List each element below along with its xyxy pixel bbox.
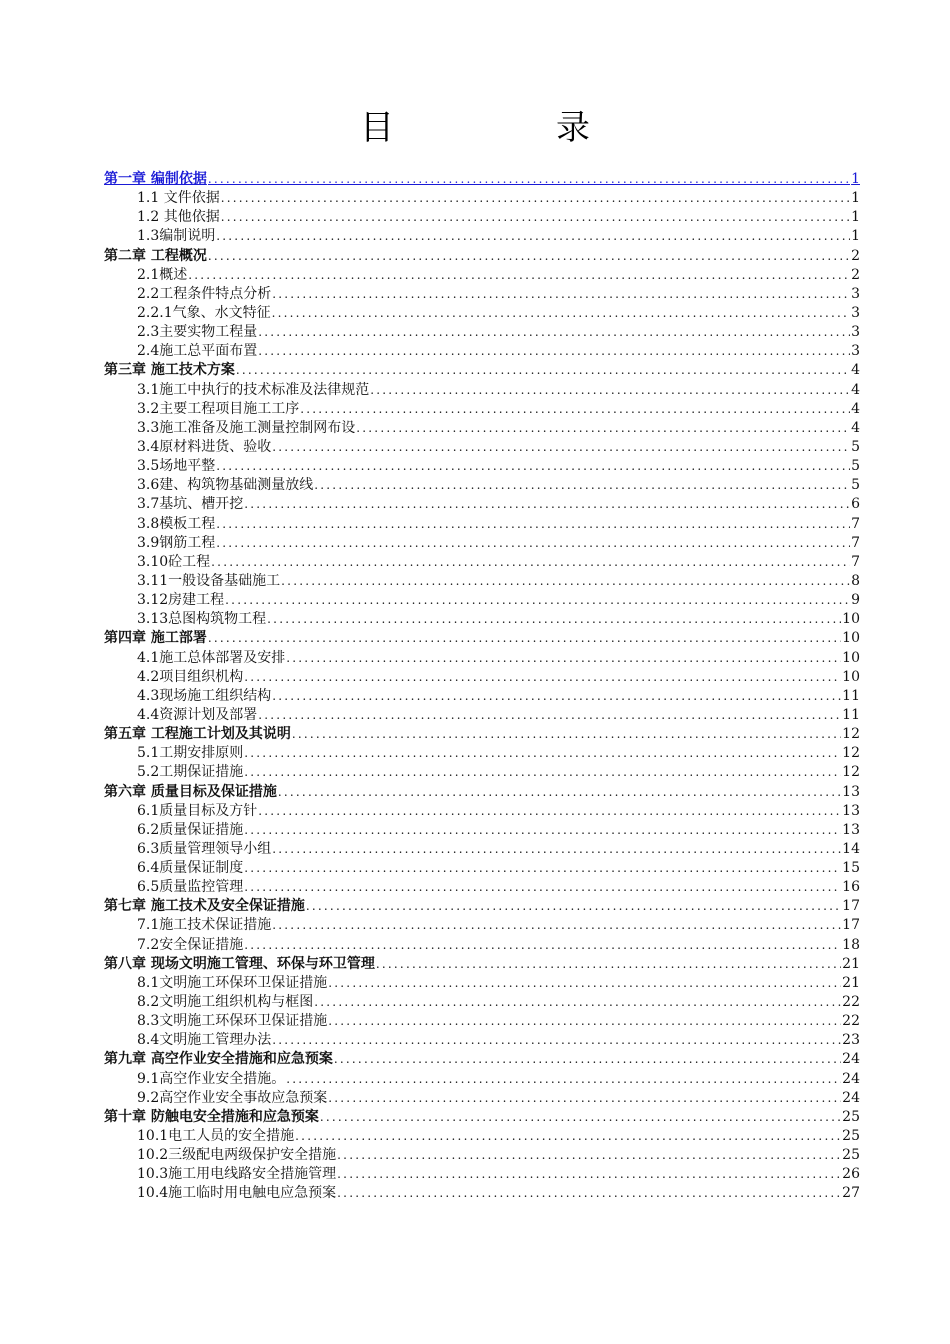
dot-leader — [337, 1184, 841, 1203]
dot-leader — [314, 993, 841, 1012]
toc-page-number: 10 — [842, 630, 860, 647]
toc-chapter-entry[interactable] — [104, 955, 860, 974]
toc-entry-title: 8.2文明施工组织机构与框图 — [137, 994, 314, 1011]
toc-section-entry[interactable] — [104, 744, 860, 763]
toc-entry-title: 4.2项目组织机构 — [137, 668, 244, 685]
toc-section-entry[interactable] — [104, 227, 860, 246]
toc-section-entry[interactable] — [104, 878, 860, 897]
toc-entry-title: 9.1高空作业安全措施。 — [137, 1070, 286, 1087]
dot-leader — [244, 668, 841, 687]
dot-leader — [216, 457, 850, 476]
dot-leader — [286, 1070, 841, 1089]
toc-section-entry[interactable] — [104, 687, 860, 706]
dot-leader — [216, 534, 850, 553]
dot-leader — [328, 1012, 841, 1031]
toc-page-number: 8 — [851, 572, 860, 589]
dot-leader — [272, 285, 850, 304]
dot-leader — [208, 247, 850, 266]
toc-section-entry[interactable] — [104, 553, 860, 572]
toc-chapter-entry[interactable] — [104, 897, 860, 916]
dot-leader — [300, 400, 850, 419]
toc-section-entry[interactable] — [104, 763, 860, 782]
dot-leader — [356, 419, 850, 438]
toc-entry-title: 4.4资源计划及部署 — [137, 706, 258, 723]
toc-section-entry[interactable] — [104, 1127, 860, 1146]
toc-page-number: 4 — [851, 419, 860, 436]
toc-page-number: 24 — [842, 1070, 860, 1087]
toc-section-entry[interactable] — [104, 208, 860, 227]
dot-leader — [272, 304, 850, 323]
table-of-contents — [104, 170, 860, 1204]
toc-page-number: 10 — [842, 668, 860, 685]
toc-entry-title: 5.1工期安排原则 — [137, 745, 244, 762]
toc-page-number: 21 — [842, 955, 860, 972]
toc-section-entry[interactable] — [104, 495, 860, 514]
page-title: 目 录 — [360, 108, 654, 148]
toc-section-entry[interactable] — [104, 974, 860, 993]
dot-leader — [272, 916, 841, 935]
toc-section-entry[interactable] — [104, 802, 860, 821]
toc-entry-title: 第四章 施工部署 — [104, 630, 207, 647]
toc-page-number: 5 — [851, 438, 860, 455]
toc-chapter-entry[interactable] — [104, 361, 860, 380]
toc-page-number: 24 — [842, 1051, 860, 1068]
dot-leader — [258, 706, 841, 725]
dot-leader — [328, 974, 841, 993]
toc-entry-title: 7.1施工技术保证措施 — [137, 917, 272, 934]
toc-entry-title: 第六章 质量目标及保证措施 — [104, 783, 277, 800]
toc-page-number: 2 — [851, 266, 860, 283]
dot-leader — [236, 361, 850, 380]
toc-page-number: 22 — [842, 1013, 860, 1030]
dot-leader — [320, 1108, 841, 1127]
toc-section-entry[interactable] — [104, 821, 860, 840]
toc-section-entry[interactable] — [104, 936, 860, 955]
toc-entry-title: 1.1 文件依据 — [137, 190, 220, 207]
toc-entry-title: 6.5质量监控管理 — [137, 879, 244, 896]
toc-page-number: 13 — [842, 783, 860, 800]
toc-entry-title: 3.12房建工程 — [137, 592, 225, 609]
toc-section-entry[interactable] — [104, 189, 860, 208]
toc-entry-title: 3.13总图构筑物工程 — [137, 611, 267, 628]
dot-leader — [258, 802, 841, 821]
toc-entry-title: 6.4质量保证制度 — [137, 860, 244, 877]
dot-leader — [244, 821, 841, 840]
dot-leader — [211, 553, 850, 572]
toc-page-number: 5 — [851, 458, 860, 475]
toc-page-number: 17 — [842, 917, 860, 934]
toc-page-number: 14 — [842, 840, 860, 857]
toc-page-number: 25 — [842, 1147, 860, 1164]
toc-chapter-entry[interactable] — [104, 725, 860, 744]
toc-section-entry[interactable] — [104, 591, 860, 610]
toc-entry-title: 3.3施工准备及施工测量控制网布设 — [137, 419, 356, 436]
toc-page-number: 4 — [851, 362, 860, 379]
toc-entry-title: 4.3现场施工组织结构 — [137, 687, 272, 704]
toc-section-entry[interactable] — [104, 534, 860, 553]
toc-entry-title: 2.1概述 — [137, 266, 188, 283]
toc-page-number: 1 — [851, 209, 860, 226]
toc-section-entry[interactable] — [104, 1070, 860, 1089]
toc-page-number: 1 — [851, 228, 860, 245]
dot-leader — [208, 629, 841, 648]
dot-leader — [306, 897, 841, 916]
toc-entry-title: 3.1施工中执行的技术标准及法律规范 — [137, 381, 370, 398]
toc-page-number: 7 — [851, 553, 860, 570]
toc-page-number: 2 — [851, 247, 860, 264]
toc-section-entry[interactable] — [104, 342, 860, 361]
toc-section-entry[interactable] — [104, 266, 860, 285]
toc-page-number: 6 — [851, 496, 860, 513]
toc-section-entry[interactable] — [104, 457, 860, 476]
dot-leader — [272, 438, 850, 457]
toc-section-entry[interactable] — [104, 400, 860, 419]
dot-leader — [208, 170, 850, 189]
toc-page-number: 7 — [851, 515, 860, 532]
toc-chapter-entry[interactable] — [104, 170, 860, 189]
dot-leader — [267, 610, 841, 629]
toc-entry-title: 8.3文明施工环保环卫保证措施 — [137, 1013, 328, 1030]
toc-chapter-entry[interactable] — [104, 1108, 860, 1127]
toc-section-entry[interactable] — [104, 572, 860, 591]
toc-page-number: 1 — [851, 171, 860, 187]
dot-leader — [188, 266, 850, 285]
toc-page-number: 12 — [842, 745, 860, 762]
toc-chapter-entry[interactable] — [104, 247, 860, 266]
toc-section-entry[interactable] — [104, 1165, 860, 1184]
toc-entry-title: 8.4文明施工管理办法 — [137, 1032, 272, 1049]
toc-section-entry[interactable] — [104, 1012, 860, 1031]
toc-entry-title: 3.9钢筋工程 — [137, 534, 216, 551]
toc-chapter-entry[interactable] — [104, 629, 860, 648]
toc-entry-title: 3.8模板工程 — [137, 515, 216, 532]
dot-leader — [221, 189, 850, 208]
dot-leader — [272, 1031, 841, 1050]
toc-chapter-entry[interactable] — [104, 783, 860, 802]
dot-leader — [286, 649, 841, 668]
toc-page-number: 21 — [842, 974, 860, 991]
toc-section-entry[interactable] — [104, 668, 860, 687]
toc-entry-title: 3.10砼工程 — [137, 553, 211, 570]
dot-leader — [376, 955, 841, 974]
toc-entry-title: 3.7基坑、槽开挖 — [137, 496, 244, 513]
dot-leader — [244, 859, 841, 878]
dot-leader — [221, 208, 850, 227]
toc-section-entry[interactable] — [104, 515, 860, 534]
toc-page-number: 10 — [842, 649, 860, 666]
toc-page-number: 22 — [842, 994, 860, 1011]
toc-page-number: 9 — [851, 592, 860, 609]
toc-entry-title: 2.2工程条件特点分析 — [137, 285, 272, 302]
toc-page-number: 3 — [851, 285, 860, 302]
toc-section-entry[interactable] — [104, 285, 860, 304]
toc-entry-title: 第十章 防触电安全措施和应急预案 — [104, 1108, 319, 1125]
dot-leader — [216, 227, 850, 246]
toc-section-entry[interactable] — [104, 476, 860, 495]
toc-entry-title: 第二章 工程概况 — [104, 247, 207, 264]
toc-entry-title: 2.3主要实物工程量 — [137, 324, 258, 341]
dot-leader — [272, 687, 841, 706]
dot-leader — [334, 1050, 841, 1069]
toc-page-number: 12 — [842, 764, 860, 781]
toc-section-entry[interactable] — [104, 649, 860, 668]
toc-page-number: 11 — [842, 706, 860, 723]
toc-page-number: 4 — [851, 400, 860, 417]
toc-entry-title: 第五章 工程施工计划及其说明 — [104, 726, 291, 743]
toc-entry-title: 第九章 高空作业安全措施和应急预案 — [104, 1051, 333, 1068]
dot-leader — [244, 763, 841, 782]
dot-leader — [244, 936, 841, 955]
toc-section-entry[interactable] — [104, 323, 860, 342]
toc-section-entry[interactable] — [104, 1089, 860, 1108]
toc-page-number: 23 — [842, 1032, 860, 1049]
dot-leader — [337, 1165, 841, 1184]
toc-entry-title: 1.3编制说明 — [137, 228, 216, 245]
toc-page-number: 15 — [842, 860, 860, 877]
toc-entry-title: 6.2质量保证措施 — [137, 821, 244, 838]
toc-page-number: 13 — [842, 821, 860, 838]
toc-page-number: 26 — [842, 1166, 860, 1183]
toc-entry-title: 3.4原材料进货、验收 — [137, 438, 272, 455]
toc-entry-title: 10.4施工临时用电触电应急预案 — [137, 1185, 337, 1202]
dot-leader — [272, 840, 841, 859]
toc-entry-title: 1.2 其他依据 — [137, 209, 220, 226]
toc-entry-title: 8.1文明施工环保环卫保证措施 — [137, 974, 328, 991]
toc-page-number: 25 — [842, 1128, 860, 1145]
toc-section-entry[interactable] — [104, 304, 860, 323]
dot-leader — [292, 725, 841, 744]
toc-entry-title: 第三章 施工技术方案 — [104, 362, 235, 379]
toc-page-number: 13 — [842, 802, 860, 819]
dot-leader — [244, 744, 841, 763]
toc-page-number: 10 — [842, 611, 860, 628]
toc-entry-title: 10.2三级配电两级保护安全措施 — [137, 1147, 337, 1164]
dot-leader — [225, 591, 850, 610]
toc-section-entry[interactable] — [104, 916, 860, 935]
toc-entry-title: 6.3质量管理领导小组 — [137, 840, 272, 857]
toc-page-number: 27 — [842, 1185, 860, 1202]
toc-entry-title: 2.4施工总平面布置 — [137, 343, 258, 360]
toc-entry-title: 7.2安全保证措施 — [137, 936, 244, 953]
toc-page-number: 3 — [851, 343, 860, 360]
toc-page-number: 1 — [851, 190, 860, 207]
dot-leader — [258, 342, 850, 361]
toc-page-number: 24 — [842, 1089, 860, 1106]
dot-leader — [244, 495, 850, 514]
toc-page-number: 18 — [842, 936, 860, 953]
toc-section-entry[interactable] — [104, 1031, 860, 1050]
toc-page-number: 3 — [851, 324, 860, 341]
toc-entry-title: 3.2主要工程项目施工工序 — [137, 400, 300, 417]
toc-page-number: 17 — [842, 898, 860, 915]
toc-section-entry[interactable] — [104, 859, 860, 878]
toc-entry-title: 10.1电工人员的安全措施 — [137, 1128, 295, 1145]
toc-entry-title: 5.2工期保证措施 — [137, 764, 244, 781]
toc-page-number: 5 — [851, 477, 860, 494]
toc-chapter-entry[interactable] — [104, 1050, 860, 1069]
dot-leader — [328, 1089, 841, 1108]
toc-page-number: 16 — [842, 879, 860, 896]
toc-entry-title: 第一章 编制依据 — [104, 171, 207, 187]
toc-section-entry[interactable] — [104, 610, 860, 629]
toc-section-entry[interactable] — [104, 1146, 860, 1165]
toc-section-entry[interactable] — [104, 1184, 860, 1203]
toc-page-number: 4 — [851, 381, 860, 398]
toc-entry-title: 9.2高空作业安全事故应急预案 — [137, 1089, 328, 1106]
dot-leader — [244, 878, 841, 897]
toc-page-number: 12 — [842, 726, 860, 743]
toc-page-number: 3 — [851, 304, 860, 321]
dot-leader — [216, 515, 850, 534]
toc-entry-title: 2.2.1气象、水文特征 — [137, 304, 271, 321]
toc-section-entry[interactable] — [104, 706, 860, 725]
toc-entry-title: 3.11一般设备基础施工 — [137, 572, 281, 589]
dot-leader — [258, 323, 850, 342]
dot-leader — [281, 572, 850, 591]
toc-entry-title: 第七章 施工技术及安全保证措施 — [104, 898, 305, 915]
toc-section-entry[interactable] — [104, 993, 860, 1012]
toc-page-number: 7 — [851, 534, 860, 551]
toc-entry-title: 第八章 现场文明施工管理、环保与环卫管理 — [104, 955, 375, 972]
toc-section-entry[interactable] — [104, 840, 860, 859]
toc-entry-title: 6.1质量目标及方针 — [137, 802, 258, 819]
toc-section-entry[interactable] — [104, 381, 860, 400]
toc-section-entry[interactable] — [104, 438, 860, 457]
toc-page-number: 25 — [842, 1108, 860, 1125]
toc-entry-title: 4.1施工总体部署及安排 — [137, 649, 286, 666]
dot-leader — [295, 1127, 841, 1146]
toc-entry-title: 3.6建、构筑物基础测量放线 — [137, 477, 314, 494]
toc-section-entry[interactable] — [104, 419, 860, 438]
dot-leader — [370, 381, 850, 400]
toc-entry-title: 10.3施工用电线路安全措施管理 — [137, 1166, 337, 1183]
dot-leader — [337, 1146, 841, 1165]
dot-leader — [278, 783, 841, 802]
toc-page-number: 11 — [842, 687, 860, 704]
toc-entry-title: 3.5场地平整 — [137, 458, 216, 475]
dot-leader — [314, 476, 850, 495]
